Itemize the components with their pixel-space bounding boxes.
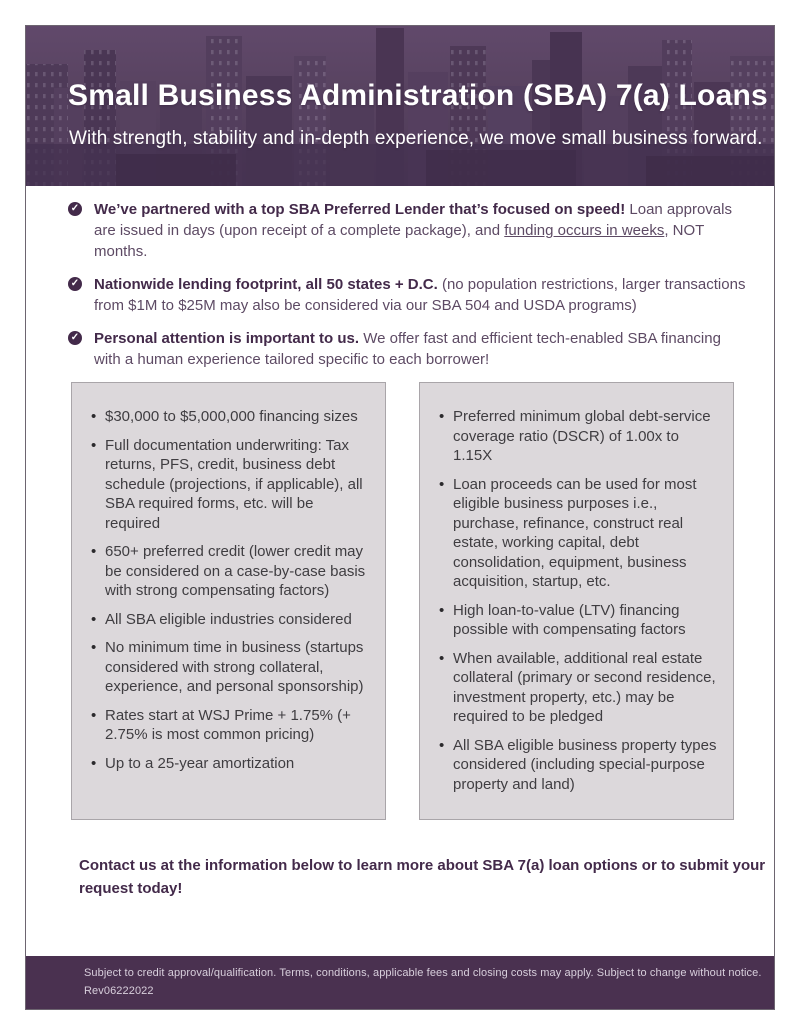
check-icon: ✓ xyxy=(68,331,82,345)
features-box-left xyxy=(71,382,386,820)
highlight-item-personal-attention xyxy=(68,328,748,370)
list-item: • Full documentation underwriting: Tax returns, PFS, credit, business debt schedule (projections, if applicable), all SBA required forms, etc. will be required xyxy=(90,436,372,534)
check-icon: ✓ xyxy=(68,202,82,216)
flyer-page xyxy=(25,25,775,1010)
list-item: • 650+ preferred credit (lower credit may be considered on a case-by-case basis with strong compensating factors) xyxy=(90,542,372,601)
feature-list-right xyxy=(438,407,720,794)
revision-text: Rev06222022 xyxy=(84,985,154,997)
highlight-item-nationwide xyxy=(68,274,748,316)
list-item: • Rates start at WSJ Prime + 1.75% (+ 2.75% is most common pricing) xyxy=(90,706,372,745)
feature-list-left xyxy=(90,407,372,773)
list-item: • All SBA eligible business property types considered (including special-purpose property and land) xyxy=(438,736,720,795)
list-item: • High loan-to-value (LTV) financing possible with compensating factors xyxy=(438,601,720,640)
list-item: • Loan proceeds can be used for most eligible business purposes i.e., purchase, refinance, construct real estate, working capital, debt consolidation, equipment, business acquisition, startup, etc. xyxy=(438,475,720,592)
highlight-item-speed xyxy=(68,199,748,262)
page-subtitle: With strength, stability and in-depth experience, we move small business forward. xyxy=(69,128,763,149)
header-banner xyxy=(26,26,774,186)
highlights-list xyxy=(68,199,748,370)
list-item: • $30,000 to $5,000,000 financing sizes xyxy=(90,407,372,427)
list-item: • When available, additional real estate collateral (primary or second residence, investment property, etc.) may be required to be pledged xyxy=(438,649,720,727)
highlight-text xyxy=(94,328,748,370)
disclaimer-text: Subject to credit approval/qualification. Terms, conditions, applicable fees and closing costs may apply. Subject to change without notice. xyxy=(84,967,762,979)
highlight-bold: Nationwide lending footprint, all 50 states + D.C. xyxy=(94,276,438,293)
contact-note: Contact us at the information below to learn more about SBA 7(a) loan options or to submit your request today! xyxy=(79,857,766,897)
list-item: • Preferred minimum global debt-service coverage ratio (DSCR) of 1.00x to 1.15X xyxy=(438,407,720,466)
list-item: • All SBA eligible industries considered xyxy=(90,610,372,630)
highlight-regular: Loan approvals are issued in days (upon receipt of a complete package), and xyxy=(94,201,732,239)
highlight-bold: We’ve partnered with a top SBA Preferred Lender that’s focused on speed! xyxy=(94,201,626,218)
check-icon: ✓ xyxy=(68,277,82,291)
list-item: • Up to a 25-year amortization xyxy=(90,754,372,774)
page-title: Small Business Administration (SBA) 7(a) Loans xyxy=(68,79,768,112)
highlight-text xyxy=(94,274,748,316)
highlight-bold: Personal attention is important to us. xyxy=(94,330,360,347)
highlight-regular: (no population restrictions, larger transactions from $1M to $25M may also be considered via our SBA 504 and USDA programs) xyxy=(94,276,746,314)
highlight-underlined: funding occurs in weeks xyxy=(504,222,665,239)
features-box-right xyxy=(419,382,734,820)
feature-boxes xyxy=(71,382,774,820)
highlight-regular: We offer fast and efficient tech-enabled SBA financing with a human experience tailored specific to each borrower! xyxy=(94,330,721,368)
highlight-regular: , NOT months. xyxy=(94,222,705,260)
highlight-text xyxy=(94,199,748,262)
footer xyxy=(26,956,774,1009)
list-item: • No minimum time in business (startups considered with strong collateral, experience, and personal sponsorship) xyxy=(90,638,372,697)
